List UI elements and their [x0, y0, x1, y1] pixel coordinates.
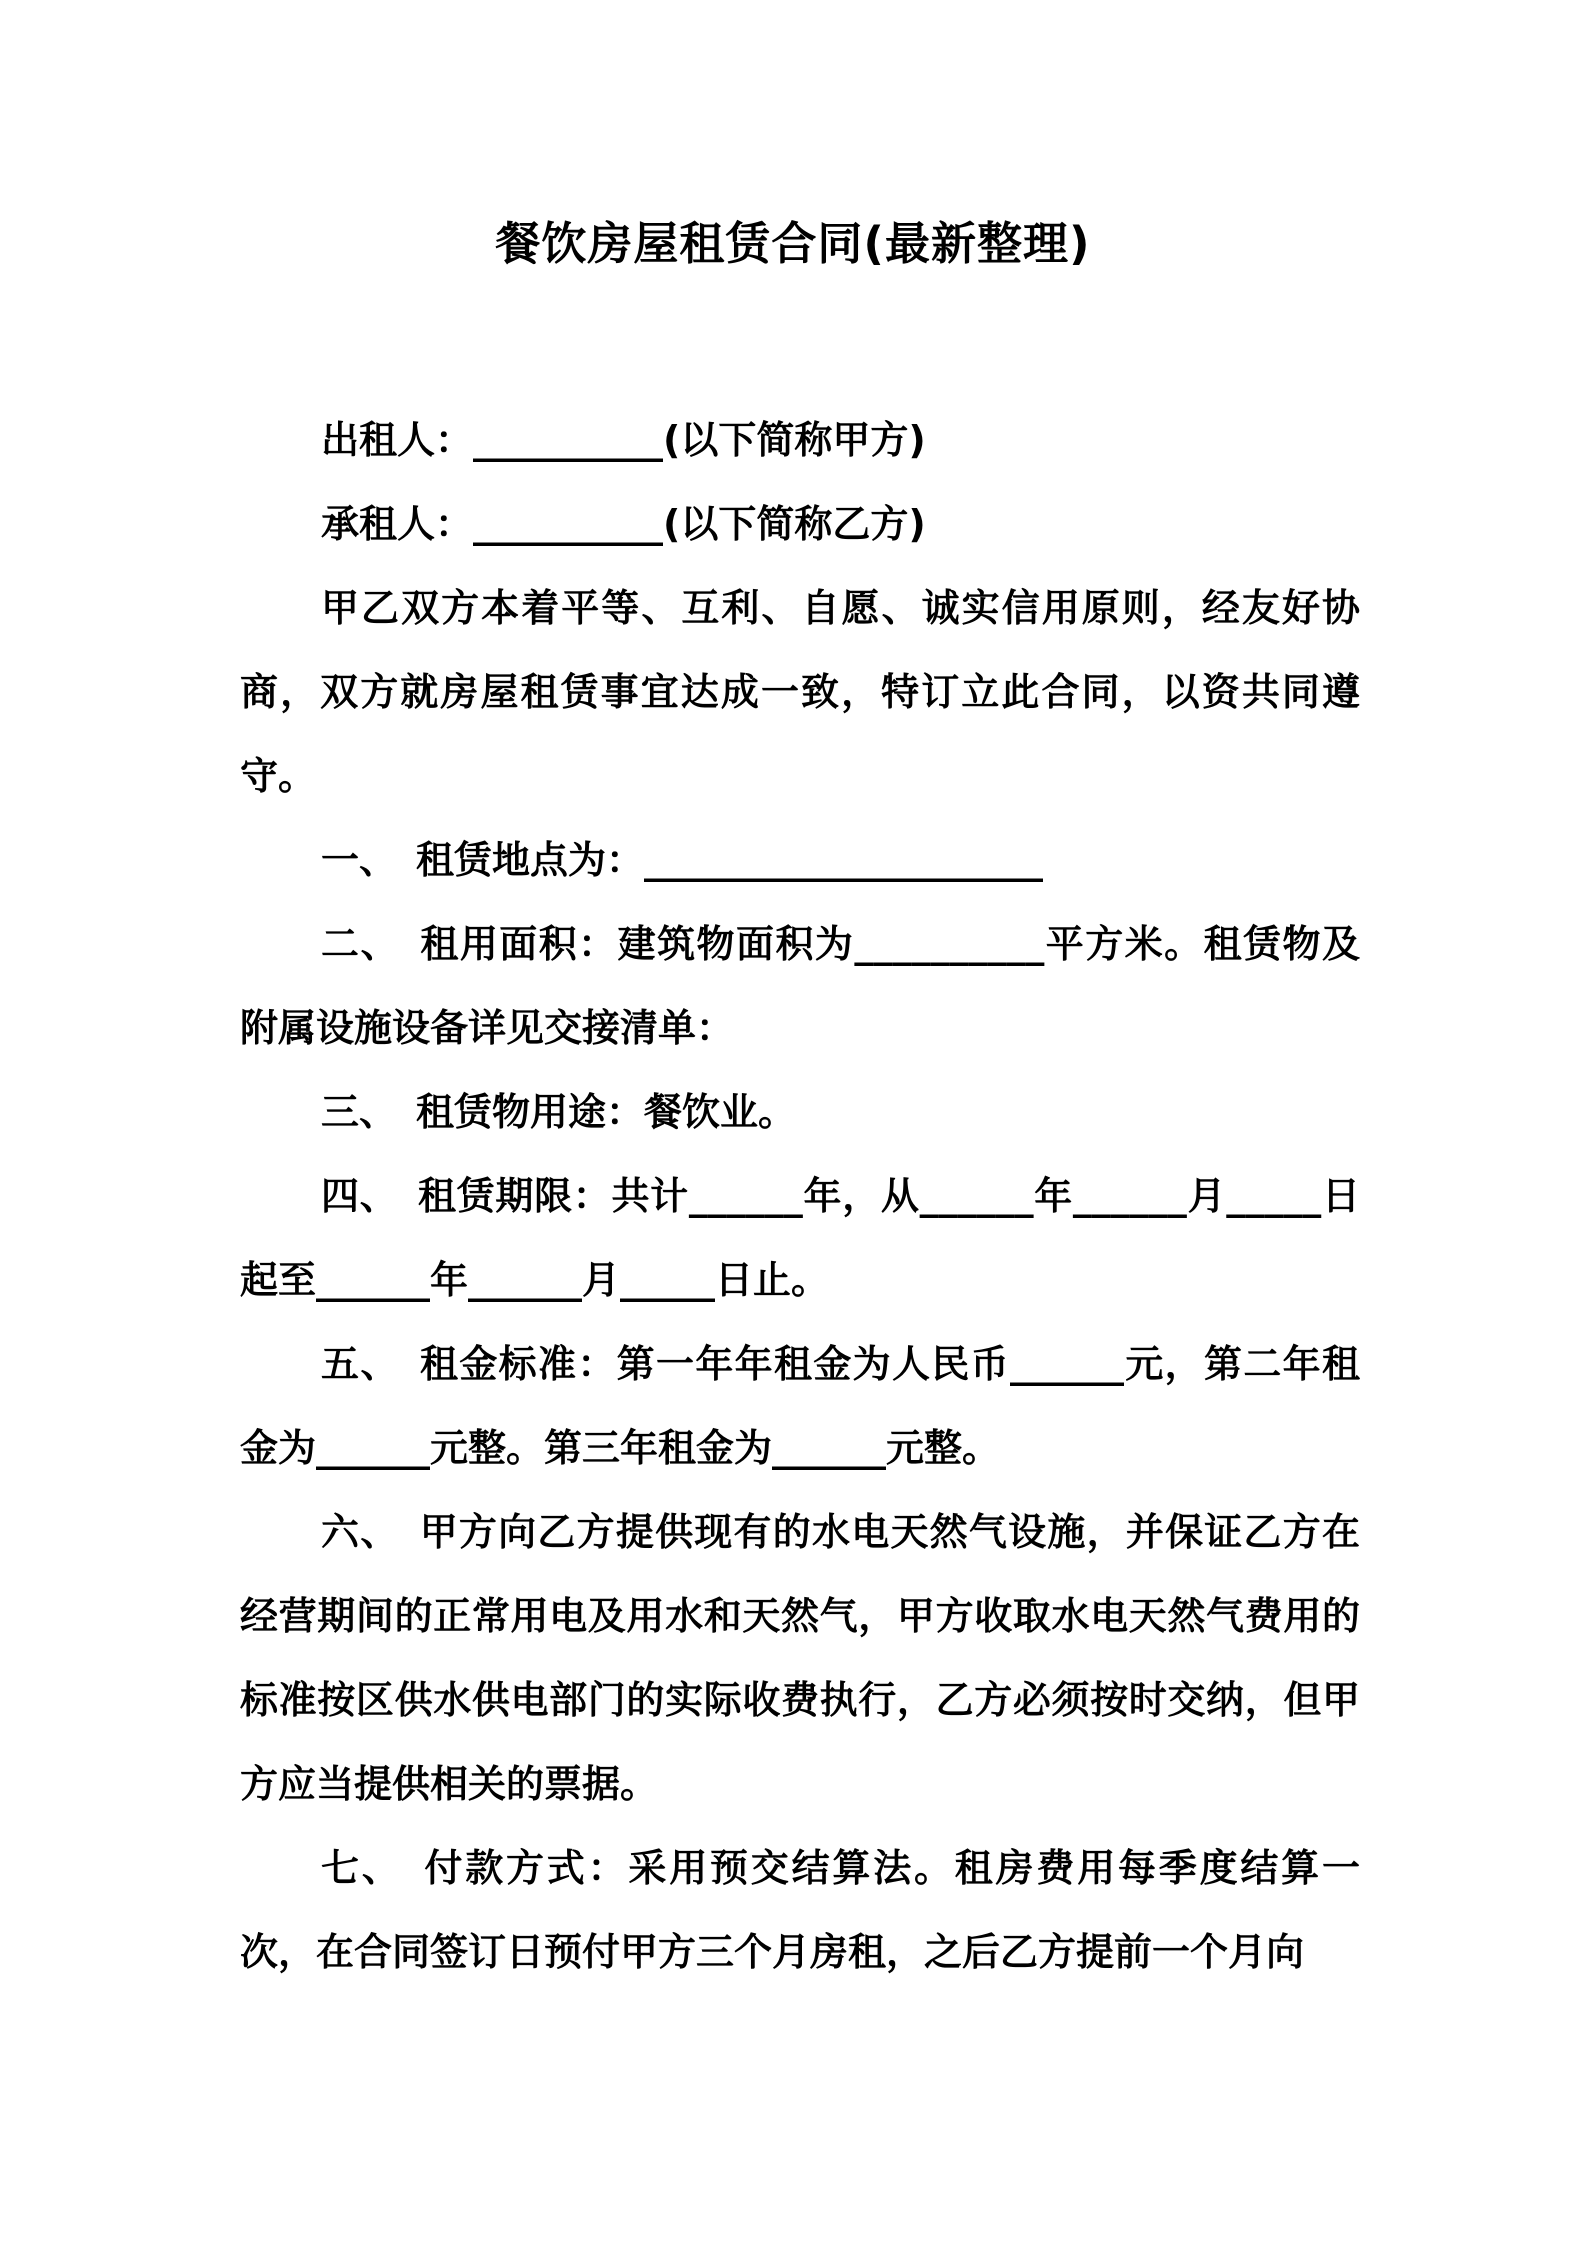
document-title: 餐饮房屋租赁合同(最新整理): [495, 217, 1091, 270]
document-body: [240, 398, 1360, 1994]
clause-5-rent: 五、 租金标准：第一年年租金为人民币______元，第二年租金为______元整。第三年租金为______元整。: [240, 1342, 1360, 1470]
clause-3-usage: 三、 租赁物用途：餐饮业。: [321, 1090, 797, 1134]
clause-7-payment: 七、 付款方式：采用预交结算法。租房费用每季度结算一次，在合同签订日预付甲方三个月房租，之后乙方提前一个月向: [240, 1846, 1360, 1974]
clause-4-term: 四、 租赁期限：共计______年，从______年______月_____日起至______年______月_____日止。: [240, 1174, 1360, 1302]
lessor-line: 出租人：__________(以下简称甲方): [321, 418, 926, 462]
clause-6-utilities: 六、 甲方向乙方提供现有的水电天然气设施，并保证乙方在经营期间的正常用电及用水和天然气，甲方收取水电天然气费用的标准按区供水供电部门的实际收费执行，乙方必须按时交纳，但甲方应当提供相关的票据。: [240, 1510, 1360, 1806]
lessee-line: 承租人：__________(以下简称乙方): [321, 502, 926, 546]
preamble-paragraph: 甲乙双方本着平等、互利、自愿、诚实信用原则，经友好协商，双方就房屋租赁事宜达成一致，特订立此合同，以资共同遵守。: [240, 586, 1360, 798]
clause-1-location: 一、 租赁地点为：_____________________: [321, 838, 1044, 882]
clause-2-area: 二、 租用面积：建筑物面积为__________平方米。租赁物及附属设施设备详见交接清单：: [240, 922, 1360, 1050]
